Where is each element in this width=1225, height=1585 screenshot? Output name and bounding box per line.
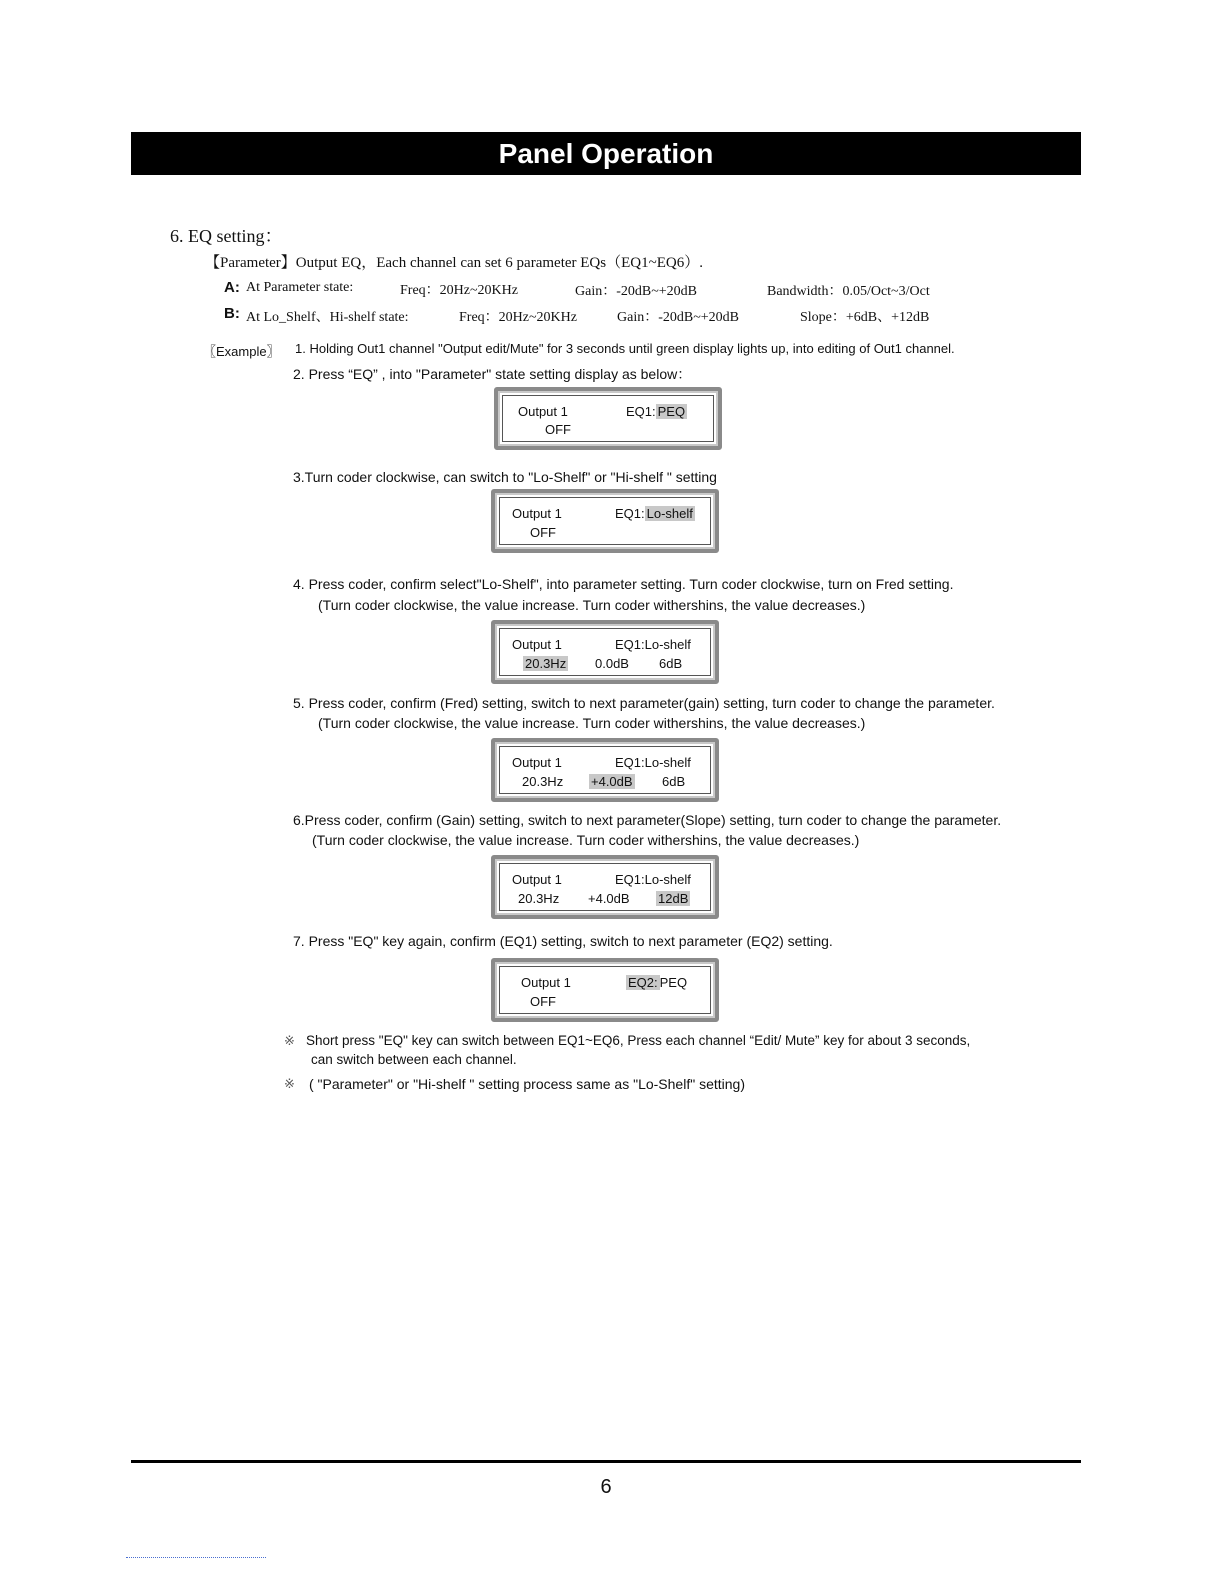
note-1-a: Short press "EQ" key can switch between EQ1~EQ6, Press each channel “Edit/ Mute” key for about 3 seconds, (306, 1033, 971, 1048)
lcd-status: OFF (530, 525, 556, 540)
step-5-a: 5. Press coder, confirm (Fred) setting, switch to next parameter(gain) setting, turn coder to change the parameter. (293, 695, 995, 711)
example-label: 〖Example〗 (203, 344, 280, 359)
lcd-display-2 (491, 489, 719, 553)
lcd-slope: 6dB (662, 774, 686, 789)
lcd-output-label: Output 1 (512, 506, 562, 521)
note-1-b: can switch between each channel. (311, 1052, 517, 1067)
lcd-display-3 (491, 620, 719, 684)
lcd-status: OFF (530, 994, 556, 1009)
lcd-display-1 (494, 387, 722, 450)
parameter-line: 【Parameter】Output EQ，Each channel can set 6 parameter EQs（EQ1~EQ6）. (205, 255, 703, 271)
lcd-highlight: +4.0dB (591, 774, 633, 789)
lcd-output-label: Output 1 (512, 755, 562, 770)
lcd-gain: 0.0dB (595, 656, 629, 671)
step-2: 2. Press “EQ” , into "Parameter" state setting display as below： (293, 366, 692, 382)
section-heading: 6. EQ setting： (170, 226, 283, 246)
lcd-slope (656, 891, 690, 906)
lcd-freq: 20.3Hz (518, 891, 560, 906)
page-number: 6 (600, 1476, 612, 1498)
step-4-a: 4. Press coder, confirm select"Lo-Shelf", into parameter setting. Turn coder clockwise, turn on Fred setting. (293, 576, 954, 592)
state-b-text: At Lo_Shelf、Hi-shelf state: (246, 310, 409, 325)
state-a-bandwidth: Bandwidth：0.05/Oct~3/Oct (767, 284, 930, 299)
state-b-gain: Gain：-20dB~+20dB (617, 310, 740, 325)
bottom-dotted-line (126, 1557, 266, 1558)
note-2: ( "Parameter" or "Hi-shelf " setting process same as "Lo-Shelf" setting) (309, 1076, 745, 1092)
state-a-text: At Parameter state: (246, 280, 354, 295)
note-mark-icon: ※ (284, 1033, 295, 1048)
lcd-highlight: 12dB (658, 891, 689, 906)
footer-divider (131, 1460, 1081, 1463)
state-b-freq: Freq：20Hz~20KHz (459, 310, 577, 325)
step-6-b: (Turn coder clockwise, the value increase. Turn coder withershins, the value decreases.) (312, 832, 860, 848)
step-7: 7. Press "EQ" key again, confirm (EQ1) setting, switch to next parameter (EQ2) setting. (293, 933, 833, 949)
lcd-output-label: Output 1 (512, 872, 562, 887)
step-4-b: (Turn coder clockwise, the value increase. Turn coder withershins, the value decreases.) (318, 597, 866, 613)
step-3: 3.Turn coder clockwise, can switch to "Lo-Shelf" or "Hi-shelf " setting (293, 469, 717, 485)
state-b-slope: Slope：+6dB、+12dB (800, 310, 930, 325)
state-b-label: B: (224, 305, 240, 322)
lcd-highlight: PEQ (657, 404, 686, 419)
lcd-display-4 (491, 738, 719, 802)
lcd-display-6 (491, 958, 719, 1022)
lcd-eq-value: EQ1:Lo-shelf (615, 637, 691, 652)
lcd-gain: +4.0dB (588, 891, 630, 906)
step-5-b: (Turn coder clockwise, the value increase. Turn coder withershins, the value decreases.) (318, 715, 866, 731)
lcd-status: OFF (545, 422, 571, 437)
lcd-output-label: Output 1 (518, 404, 568, 419)
lcd-output-label: Output 1 (521, 975, 571, 990)
lcd-highlight: 20.3Hz (525, 656, 567, 671)
lcd-slope: 6dB (659, 656, 683, 671)
state-a-label: A: (224, 279, 240, 296)
lcd-eq-value: EQ1: Lo-shelf (615, 506, 693, 521)
lcd-eq-value: EQ1: PEQ (626, 404, 686, 419)
lcd-eq-value: EQ1:Lo-shelf (615, 755, 691, 770)
lcd-eq-value: EQ1:Lo-shelf (615, 872, 691, 887)
lcd-highlight: EQ2: (628, 975, 658, 990)
lcd-output-label: Output 1 (512, 637, 562, 652)
page-title: Panel Operation (498, 138, 714, 169)
step-6-a: 6.Press coder, confirm (Gain) setting, switch to next parameter(Slope) setting, turn coder to change the parameter. (293, 812, 1002, 828)
note-mark-icon: ※ (284, 1076, 295, 1091)
step-1: 1. Holding Out1 channel "Output edit/Mute" for 3 seconds until green display lights up, into editing of Out1 channel. (295, 341, 955, 356)
lcd-display-5 (491, 855, 719, 919)
lcd-highlight: Lo-shelf (646, 506, 693, 521)
lcd-gain (589, 774, 635, 789)
lcd-eq-value: EQ2: PEQ (628, 975, 688, 990)
lcd-freq (523, 656, 568, 671)
state-a-gain: Gain：-20dB~+20dB (575, 284, 698, 299)
lcd-freq: 20.3Hz (522, 774, 564, 789)
state-a-freq: Freq：20Hz~20KHz (400, 283, 518, 298)
